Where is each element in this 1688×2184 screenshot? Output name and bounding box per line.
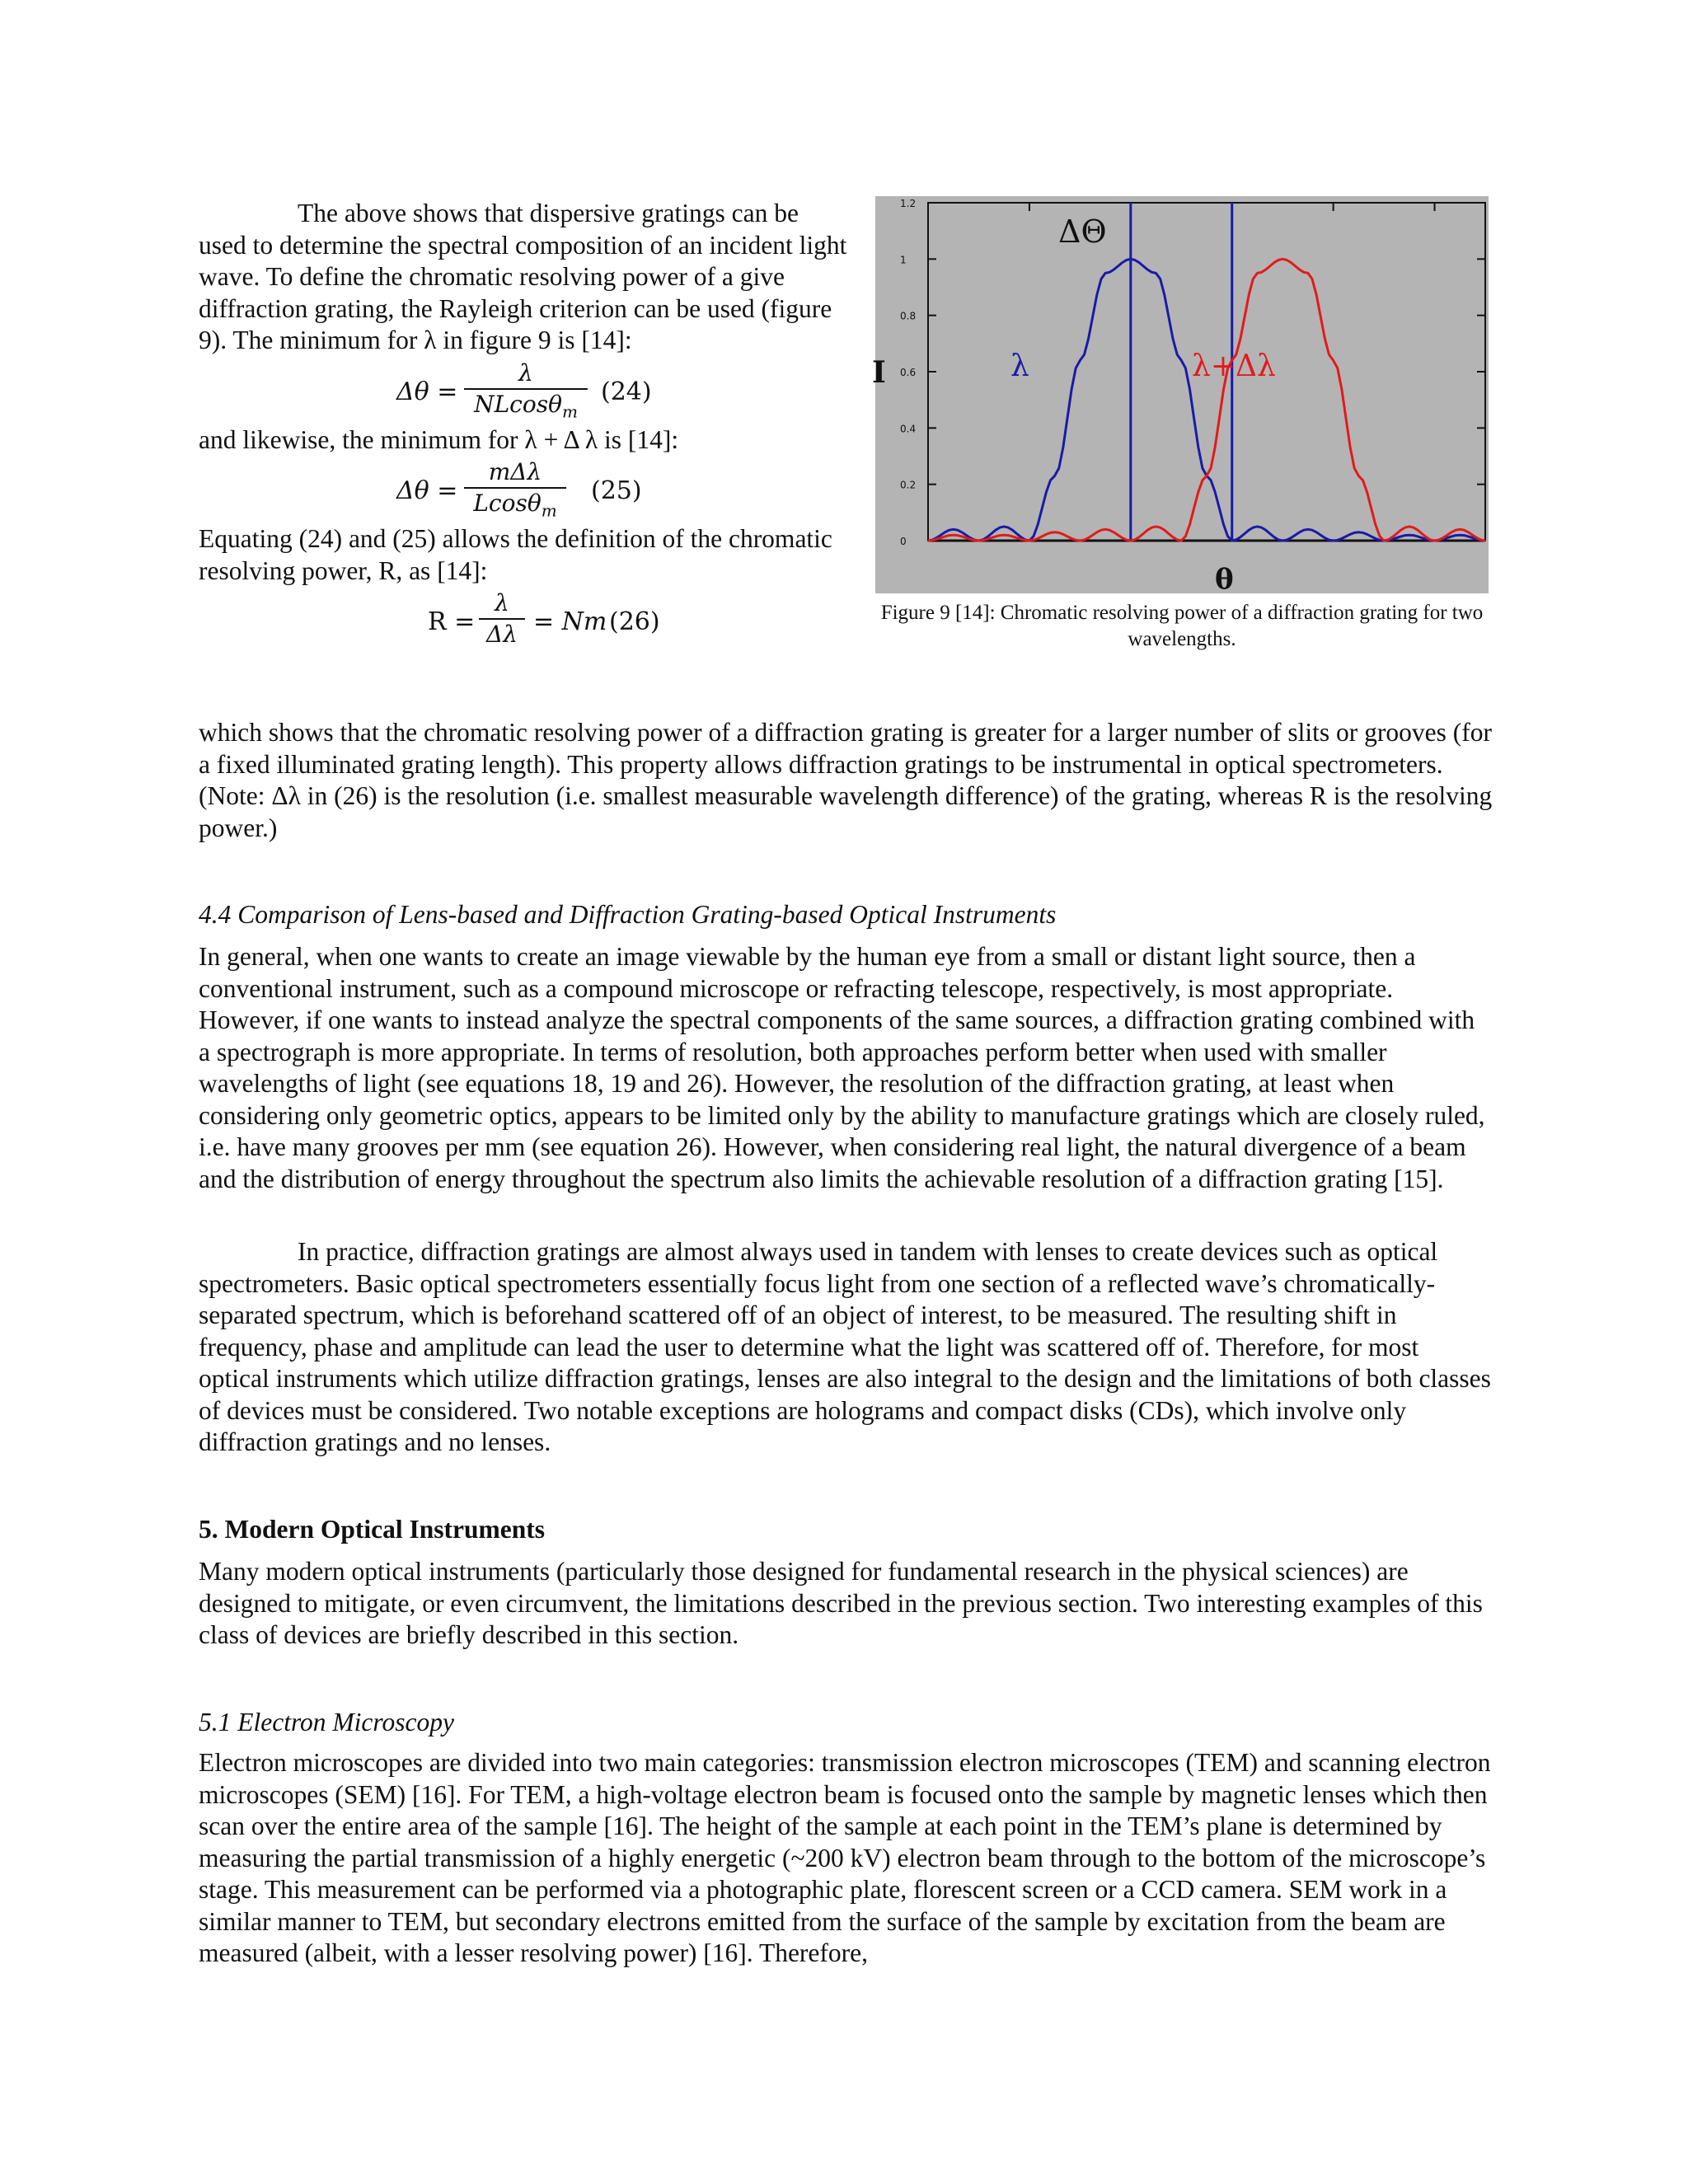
data-point [1003, 526, 1005, 527]
y-tick-label: 0.4 [900, 423, 917, 435]
data-point [1180, 540, 1182, 541]
data-point [1080, 360, 1081, 362]
data-point [978, 540, 980, 541]
data-point [1104, 273, 1106, 274]
equation-25 [199, 457, 850, 522]
data-point [1257, 526, 1259, 527]
data-point [1003, 534, 1005, 536]
x-axis-label: θ [1215, 563, 1234, 596]
eq24-fraction [464, 359, 588, 427]
data-point [1358, 476, 1360, 477]
eq26-lhs: R = [428, 607, 476, 636]
data-point [1383, 540, 1385, 541]
section-5-heading: 5. Modern Optical Instruments [199, 1515, 545, 1544]
data-point [1054, 532, 1056, 533]
eq26-fraction [479, 588, 525, 649]
y-tick-label: 1.2 [900, 198, 917, 209]
eq26-numerator: λ [479, 588, 525, 620]
section-4-4-paragraph-1: In general, when one wants to create an image viewable by the human eye from a small or distant light source, then a conventional instrument, such as a compound microscope or refracting telescope, respectively, is most appropriate. However, if one wants to instead analyze the spectral components of the same sources, a diffraction grating combined with a spectrograph is more appropriate. In terms of resolution, both approaches perform better when used with smaller wavelengths of light (see equations 18, 19 and 26). However, the resolution of the diffraction grating, at least when considering only geometric optics, appears to be limited only by the ability to manufacture gratings which are closely ruled, i.e. have many grooves per mm (see equation 26). However, when considering real light, the natural divergence of a beam and the distribution of energy throughout the spectrum also limits the achievable resolution of a diffraction grating [15]. [199, 942, 1485, 1193]
eq25-denominator: Lcosθ$_m$ [473, 490, 557, 521]
data-point [1307, 273, 1309, 274]
intro-paragraph-1: The above shows that dispersive gratings can be used to determine the spectral composition of an incident light wave. To define the chromatic resolving power of a give diffraction grating, the Rayleigh criterion can be used (figure 9). The minimum for λ in figure 9 is [14]: [199, 199, 847, 354]
data-point [1054, 476, 1056, 477]
data-point [953, 529, 954, 531]
data-point [1080, 540, 1081, 541]
y-tick-label: 0.2 [900, 479, 917, 491]
equation-26 [199, 588, 850, 653]
eq24-tag: (24) [601, 377, 652, 406]
delta-theta-label: ΔΘ [1058, 213, 1107, 250]
y-tick-label: 0.6 [900, 367, 917, 378]
eq24-lhs: Δθ = [396, 377, 458, 406]
eq25-lhs: Δθ = [396, 476, 458, 505]
data-point [1282, 259, 1283, 260]
data-point [1333, 360, 1334, 362]
eq26-rhs: = Nm [533, 607, 607, 636]
data-point [953, 534, 954, 536]
data-point [1409, 526, 1410, 527]
data-point [1459, 529, 1461, 531]
y-tick-label: 1 [900, 254, 907, 266]
data-point [1180, 360, 1182, 362]
data-point [927, 540, 929, 541]
lambda-plus-label: λ+Δλ [1192, 349, 1276, 383]
data-point [1257, 273, 1259, 274]
eq25-tag: (25) [591, 476, 642, 505]
section-4-4-heading: 4.4 Comparison of Lens-based and Diffraction Grating-based Optical Instruments [199, 900, 1057, 929]
data-point [1104, 529, 1106, 531]
eq26-denominator: Δλ [486, 621, 518, 648]
intro-paragraph-4: which shows that the chromatic resolving power of a diffraction grating is greater for a larger number of slits or grooves (for a fixed illuminated grating length). This property allows diffraction gratings to be instrumental in optical spectrometers. (Note: Δλ in (26) is the resolution (i.e. smallest measurable wavelength difference) of the grating, whereas R is the resolving power.) [199, 718, 1493, 842]
data-point [1130, 259, 1132, 260]
eq24-numerator: λ [464, 359, 588, 390]
data-point [1459, 534, 1461, 536]
eq26-tag: (26) [609, 607, 660, 636]
data-point [1358, 532, 1360, 533]
figure-9-caption: Figure 9 [14]: Chromatic resolving power of a diffraction grating for two wavelengths. [880, 602, 1484, 650]
data-point [1409, 534, 1410, 536]
data-point [1282, 540, 1283, 541]
figure-9 [872, 196, 1489, 653]
figure-9-plot [872, 196, 1489, 596]
section-5-paragraph-1: Many modern optical instruments (particularly those designed for fundamental research in the physical sciences) are designed to mitigate, or even circumvent, the limitations described in the previous section. Two interesting examples of this class of devices are briefly described in this section. [199, 1557, 1483, 1649]
data-point [1307, 529, 1309, 531]
intro-paragraph-3: Equating (24) and (25) allows the definition of the chromatic resolving power, R, as [14]: [199, 524, 832, 585]
section-5-1-paragraph-1: Electron microscopes are divided into two main categories: transmission electron microscopes (TEM) and scanning electron microscopes (SEM) [16]. For TEM, a high-voltage electron beam is focused onto the sample by magnetic lenses which then scan over the entire area of the sample [16]. The height of the sample at each point in the TEM’s plane is determined by measuring the partial transmission of a highly energetic (~200 kV) electron beam through to the bottom of the microscope’s stage. This measurement can be performed via a photographic plate, florescent screen or a CCD camera. SEM work in a similar manner to TEM, but secondary electrons emitted from the surface of the sample by excitation from the beam are measured (albeit, with a lesser resolving power) [16]. Therefore, [199, 1748, 1491, 1967]
y-axis-label: I [872, 355, 886, 390]
lambda-label: λ [1010, 349, 1029, 383]
section-5-1-heading: 5.1 Electron Microscopy [199, 1708, 454, 1736]
eq25-fraction [464, 457, 566, 526]
y-tick-label: 0 [900, 536, 907, 547]
equation-24 [199, 359, 850, 423]
eq25-numerator: mΔλ [464, 457, 566, 489]
data-point [1206, 476, 1207, 477]
data-point [1130, 540, 1132, 541]
eq24-denominator: NLcosθ$_m$ [474, 390, 578, 422]
data-point [1333, 540, 1334, 541]
intro-column [199, 198, 850, 654]
data-point [1029, 540, 1030, 541]
data-point [1231, 540, 1233, 541]
data-point [1484, 540, 1486, 541]
intro-paragraph-2: and likewise, the minimum for λ + Δ λ is [14]: [199, 424, 679, 454]
y-tick-label: 0.8 [900, 310, 917, 322]
data-point [1156, 273, 1157, 274]
data-point [1156, 526, 1157, 527]
data-point [1434, 540, 1436, 541]
section-4-4-paragraph-2: In practice, diffraction gratings are almost always used in tandem with lenses to create devices such as optical spectrometers. Basic optical spectrometers essentially focus light from one section of a reflected wave’s chromatically-separated spectrum, which is beforehand scattered off of an object of interest, to be measured. The resulting shift in frequency, phase and amplitude can lead the user to determine what the light was scattered off of. Therefore, for most optical instruments which utilize diffraction gratings, lenses are also integral to the design and the limitations of both classes of devices must be considered. Two notable exceptions are holograms and compact disks (CDs), which involve only diffraction gratings and no lenses. [199, 1237, 1491, 1456]
